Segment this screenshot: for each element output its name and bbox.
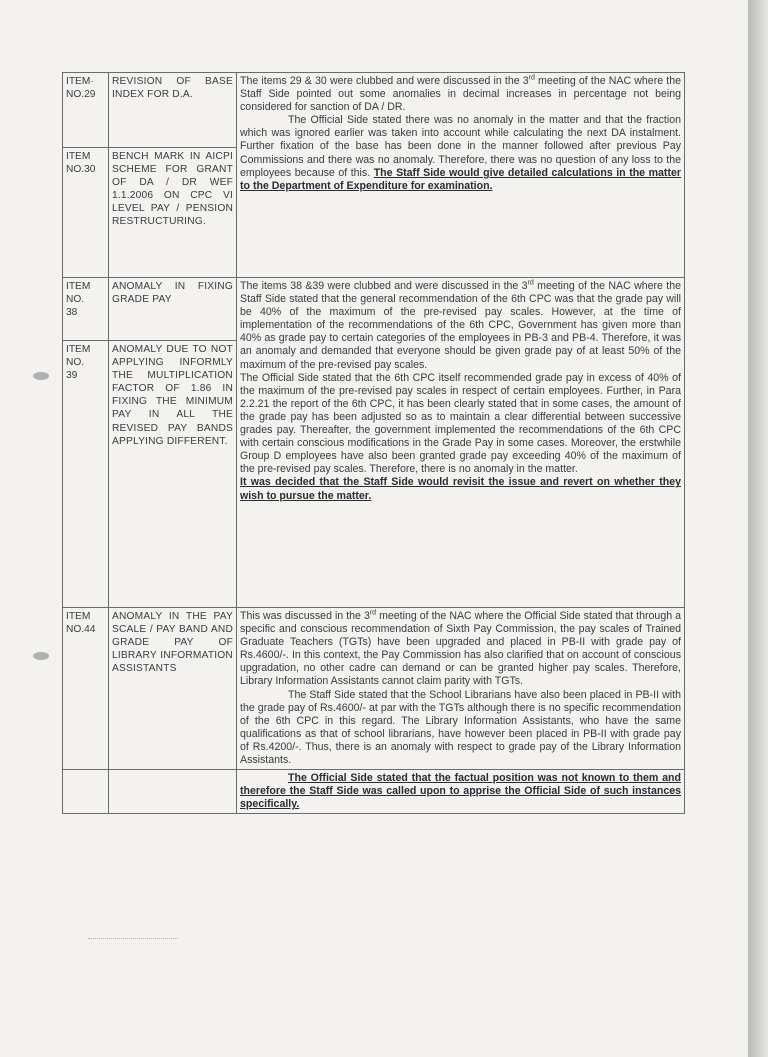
discussion-cell	[237, 770, 685, 814]
item-number: ITEM NO.44	[63, 608, 109, 770]
discussion-paragraph: The Official Side stated there was no anomaly in the matter and that the fraction which was ignored earlier was taken into account while calculating the next DA instalment. Further fixation of the base has been done in the manner followed after previous Pay Commissions and there was no anomaly. Therefore, there was no question of any loss to the employees because of this. The Staff Side would give detailed calculations in the matter to the Department of Expenditure for examination.	[240, 114, 681, 192]
decision-text: It was decided that the Staff Side would revisit the issue and revert on whether they wish to pursue the matter.	[240, 476, 681, 502]
discussion-cell	[237, 73, 685, 278]
item-subject: ANOMALY IN FIXING GRADE PAY	[109, 278, 237, 341]
item-number: ITEM· NO.29	[63, 73, 109, 148]
table-row-item-44-decision	[63, 770, 685, 814]
item-subject: BENCH MARK IN AICPI SCHEME FOR GRANT OF DA / DR WEF 1.1.2006 ON CPC VI LEVEL PAY / PENSION RESTRUCTURING.	[109, 148, 237, 278]
punch-hole-mark	[33, 372, 49, 380]
page-edge	[748, 0, 768, 1057]
decision-text: The Official Side stated that the factual position was not known to them and therefore the Staff Side was called upon to apprise the Official Side of such instances specifically.	[240, 772, 681, 811]
punch-hole-mark	[33, 652, 49, 660]
discussion-paragraph: The items 38 &39 were clubbed and were discussed in the 3rd meeting of the NAC where the Staff Side stated that the general recommendation of the 6th CPC was that the grade pay will be 40% of the maximum of the pre-revised pay scales. However, at the time of implementation of the recommendations of the 6th CPC, Government has given more than 40% as grade pay to certain categories of the employees in PB-3 and PB-4. Therefore, it was an anomaly and demanded that everyone should be given grade pay of at least 50% of the maximum of the pre-revised pay scales.	[240, 279, 681, 371]
discussion-cell	[237, 278, 685, 608]
item-subject: ANOMALY DUE TO NOT APPLYING INFORMLY THE MULTIPLICATION FACTOR OF 1.86 IN FIXING THE MINIMUM PAY IN ALL THE REVISED PAY BANDS APPLYING DIFFERENT.	[109, 341, 237, 608]
discussion-paragraph: The items 29 & 30 were clubbed and were discussed in the 3rd meeting of the NAC where the Staff Side pointed out some anomalies in decimal increases in percentage not being considered for sanction of DA / DR.	[240, 74, 681, 114]
discussion-paragraph: This was discussed in the 3rd meeting of the NAC where the Official Side stated that through a specific and conscious recommendation of Sixth Pay Commission, the pay scales of Trained Graduate Teachers (TGTs) have been upgraded and placed in PB-II with grade pay of Rs.4600/-. In this context, the Pay Commission has also clarified that on account of conscious upgradation, no other cadre can demand or can be granted higher pay scales. Therefore, Library Information Assistants cannot claim parity with TGTs.	[240, 609, 681, 688]
discussion-cell	[237, 608, 685, 770]
empty-cell	[109, 770, 237, 814]
discussion-paragraph: The Official Side stated that the 6th CPC itself recommended grade pay in excess of 40% of the maximum of the pre-revised pay scales in respect of certain employees. Further, in Para 2.2.21 the report of the 6th CPC, it has been clearly stated that in some cases, the amount of the grade pay has been adjusted so as to maintain a clear differential between successive grades pay. Thereafter, the government implemented the recommendations of the 6th CPC with certain conscious modifications in the Grade Pay in some cases. Moreover, the erstwhile Group D employees have also been granted grade pay exceeding 40% of the maximum of the pre-revised pay scales. Therefore, there is no anomaly in the matter.	[240, 371, 681, 476]
table-row-item-38	[63, 278, 685, 341]
decision-text: The Staff Side would give detailed calculations in the matter to the Department of Expenditure for examination.	[240, 166, 681, 192]
item-number: ITEM NO. 38	[63, 278, 109, 341]
item-subject: REVISION OF BASE INDEX FOR D.A.	[109, 73, 237, 148]
discussion-paragraph: The Staff Side stated that the School Librarians have also been placed in PB-II with the grade pay of Rs.4600/- at par with the TGTs although there is no specific recommendation of the 6th CPC in this regard. The Library Information Assistants, who have the same qualifications as that of school librarians, have however been placed in PB-II with grade pay of Rs.4200/-. Thus, there is an anomaly with respect to grade pay of the Library Information Assistants.	[240, 688, 681, 767]
item-subject: ANOMALY IN THE PAY SCALE / PAY BAND AND GRADE PAY OF LIBRARY INFORMATION ASSISTANTS	[109, 608, 237, 770]
empty-cell	[63, 770, 109, 814]
item-number: ITEM NO. 39	[63, 341, 109, 608]
stray-mark	[88, 938, 178, 939]
table-row-item-29	[63, 73, 685, 148]
minutes-table	[62, 72, 685, 814]
table-row-item-44	[63, 608, 685, 770]
item-number: ITEM NO.30	[63, 148, 109, 278]
